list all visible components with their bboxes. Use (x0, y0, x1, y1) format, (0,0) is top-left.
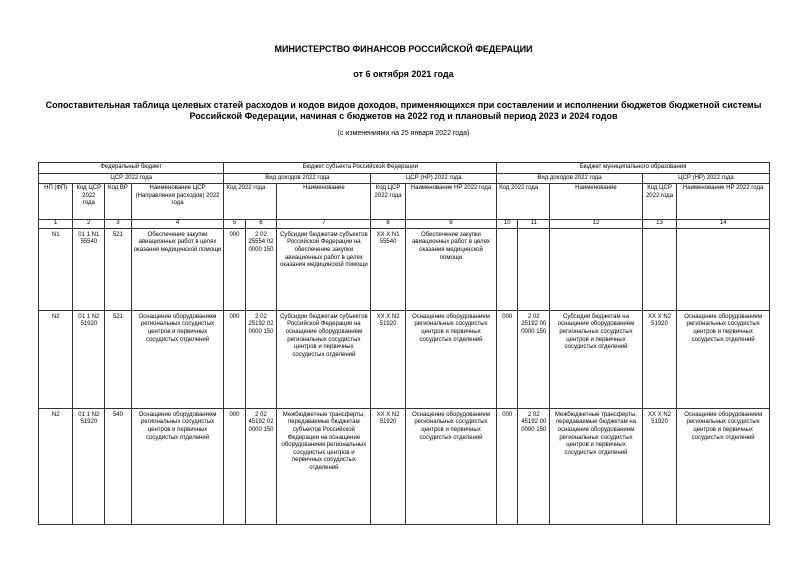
group-header-row (39, 163, 770, 174)
subgroup-csr-reg: ЦСР (НР) 2022 года (371, 173, 497, 184)
col-header-name-mun: Наименование (550, 184, 643, 220)
column-number: 12 (550, 220, 643, 229)
col-header-code-reg: Код 2022 года (224, 184, 277, 220)
table-cell: 521 (105, 228, 131, 310)
subgroup-vid-mun: Вид доходов 2022 года (497, 173, 643, 184)
table-cell: Оснащение оборудованием региональных сосудистых центров и первичных сосудистых отделений (677, 310, 770, 408)
document-date: от 6 октября 2021 года (353, 69, 454, 79)
col-header-code-vr: Код ВР (105, 184, 131, 220)
comparison-table (38, 162, 770, 525)
table-cell: XX X N1 55540 (371, 228, 405, 310)
table-row (39, 408, 770, 524)
col-header-name-reg: Наименование (277, 184, 371, 220)
column-number: 8 (371, 220, 405, 229)
table-cell: 000 (224, 310, 245, 408)
table-row (39, 310, 770, 408)
table-row (39, 228, 770, 310)
col-header-np: НП (ФП) (39, 184, 73, 220)
table-cell: Межбюджетные трансферты, передаваемые бюджетам на оснащение оборудованием региональных сосудистых центров и первичных сосудистых отделений (550, 408, 643, 524)
col-header-code-csr-reg: Код ЦСР 2022 года (371, 184, 405, 220)
table-cell: Оснащение оборудованием региональных сосудистых центров и первичных сосудистых отделений (405, 310, 496, 408)
subgroup-vid-reg: Вид доходов 2022 года (224, 173, 371, 184)
column-number: 1 (39, 220, 73, 229)
column-number: 3 (105, 220, 131, 229)
column-number: 4 (131, 220, 224, 229)
table-cell: Обеспечение закупки авиационных работ в целях оказания медицинской помощи (131, 228, 224, 310)
table-cell: 521 (105, 310, 131, 408)
table-cell: N1 (39, 228, 73, 310)
table-cell: N2 (39, 408, 73, 524)
group-regional: Бюджет субъекта Российской Федерации (224, 163, 497, 174)
table-cell: 01 1 N2 51920 (73, 408, 105, 524)
table-cell: Оснащение оборудованием региональных сосудистых центров и первичных сосудистых отделений (131, 408, 224, 524)
column-number: 11 (518, 220, 550, 229)
table-cell: 540 (105, 408, 131, 524)
column-number: 14 (677, 220, 770, 229)
table-cell (550, 228, 643, 310)
table-cell: XX X N2 51920 (371, 408, 405, 524)
table-cell: 000 (224, 228, 245, 310)
table-cell: 2 02 25192 00 0000 150 (518, 310, 550, 408)
column-number: 2 (73, 220, 105, 229)
table-cell: 01 1 N1 55540 (73, 228, 105, 310)
table-cell (677, 228, 770, 310)
table-cell (642, 228, 676, 310)
column-number-row (39, 220, 770, 229)
amendment-note: (с изменениями на 25 января 2022 года) (337, 130, 470, 137)
col-header-name-nr-reg: Наименование НР 2022 года (405, 184, 496, 220)
table-cell: XX X N2 51920 (642, 408, 676, 524)
table-cell (497, 228, 518, 310)
table-cell: Обеспечение закупки авиационных работ в целях оказания медицинской помощи (405, 228, 496, 310)
col-header-name-csr: Наименование ЦСР (Направления расходов) 2022 года (131, 184, 224, 220)
column-number: 6 (245, 220, 277, 229)
table-cell: 000 (224, 408, 245, 524)
col-header-code-mun: Код 2022 года (497, 184, 550, 220)
table-cell: Субсидии бюджетам субъектов Российской Федерации на обеспечение закупки авиационных работ в целях оказания медицинской помощи (277, 228, 371, 310)
column-number: 9 (405, 220, 496, 229)
group-federal: Федеральный бюджет (39, 163, 224, 174)
subgroup-csr-mun: ЦСР (НР) 2022 года (642, 173, 769, 184)
table-cell (518, 228, 550, 310)
subgroup-csr-fed: ЦСР 2022 года (39, 173, 224, 184)
col-header-name-nr-mun: Наименование НР 2022 года (677, 184, 770, 220)
table-cell: Межбюджетные трансферты, передаваемые бюджетам субъектов Российской Федерации на оснащение оборудованием региональных сосудистых центров и первичных сосудистых отделений (277, 408, 371, 524)
column-number: 13 (642, 220, 676, 229)
table-cell: N2 (39, 310, 73, 408)
column-header-row (39, 184, 770, 220)
table-cell: 000 (497, 310, 518, 408)
table-cell: 2 02 45192 02 0000 150 (245, 408, 277, 524)
table-cell: 000 (497, 408, 518, 524)
col-header-code-csr-mun: Код ЦСР 2022 года (642, 184, 676, 220)
column-number: 5 (224, 220, 245, 229)
table-cell: Субсидии бюджетам на оснащение оборудованием региональных сосудистых центров и первичных сосудистых отделений (550, 310, 643, 408)
subgroup-header-row (39, 173, 770, 184)
col-header-code-csr: Код ЦСР 2022 года (73, 184, 105, 220)
table-cell: Оснащение оборудованием региональных сосудистых центров и первичных сосудистых отделений (131, 310, 224, 408)
column-number: 10 (497, 220, 518, 229)
table-cell: XX X N2 51920 (371, 310, 405, 408)
column-number: 7 (277, 220, 371, 229)
group-municipal: Бюджет муниципального образования (497, 163, 770, 174)
table-cell: XX X N2 51920 (642, 310, 676, 408)
table-cell: Оснащение оборудованием региональных сосудистых центров и первичных сосудистых отделений (677, 408, 770, 524)
table-cell: 2 02 25192 02 0000 150 (245, 310, 277, 408)
table-cell: Субсидии бюджетам субъектов Российской Федерации на оснащение оборудованием региональных сосудистых центров и первичных сосудистых отделений (277, 310, 371, 408)
document-title: Сопоставительная таблица целевых статей расходов и кодов видов доходов, применяющихся при составлении и исполнении бюджетов бюджетной системы Российской Федерации, начиная с бюджетов на 2022 год и плановый период 2023 и 2024 годов (45, 100, 762, 121)
table-cell: 01 1 N2 51920 (73, 310, 105, 408)
table-cell: 2 02 45192 00 0000 150 (518, 408, 550, 524)
table-cell: 2 02 25554 02 0000 150 (245, 228, 277, 310)
table-cell: Оснащение оборудованием региональных сосудистых центров и первичных сосудистых отделений (405, 408, 496, 524)
ministry-heading: МИНИСТЕРСТВО ФИНАНСОВ РОССИЙСКОЙ ФЕДЕРАЦИИ (274, 44, 533, 54)
